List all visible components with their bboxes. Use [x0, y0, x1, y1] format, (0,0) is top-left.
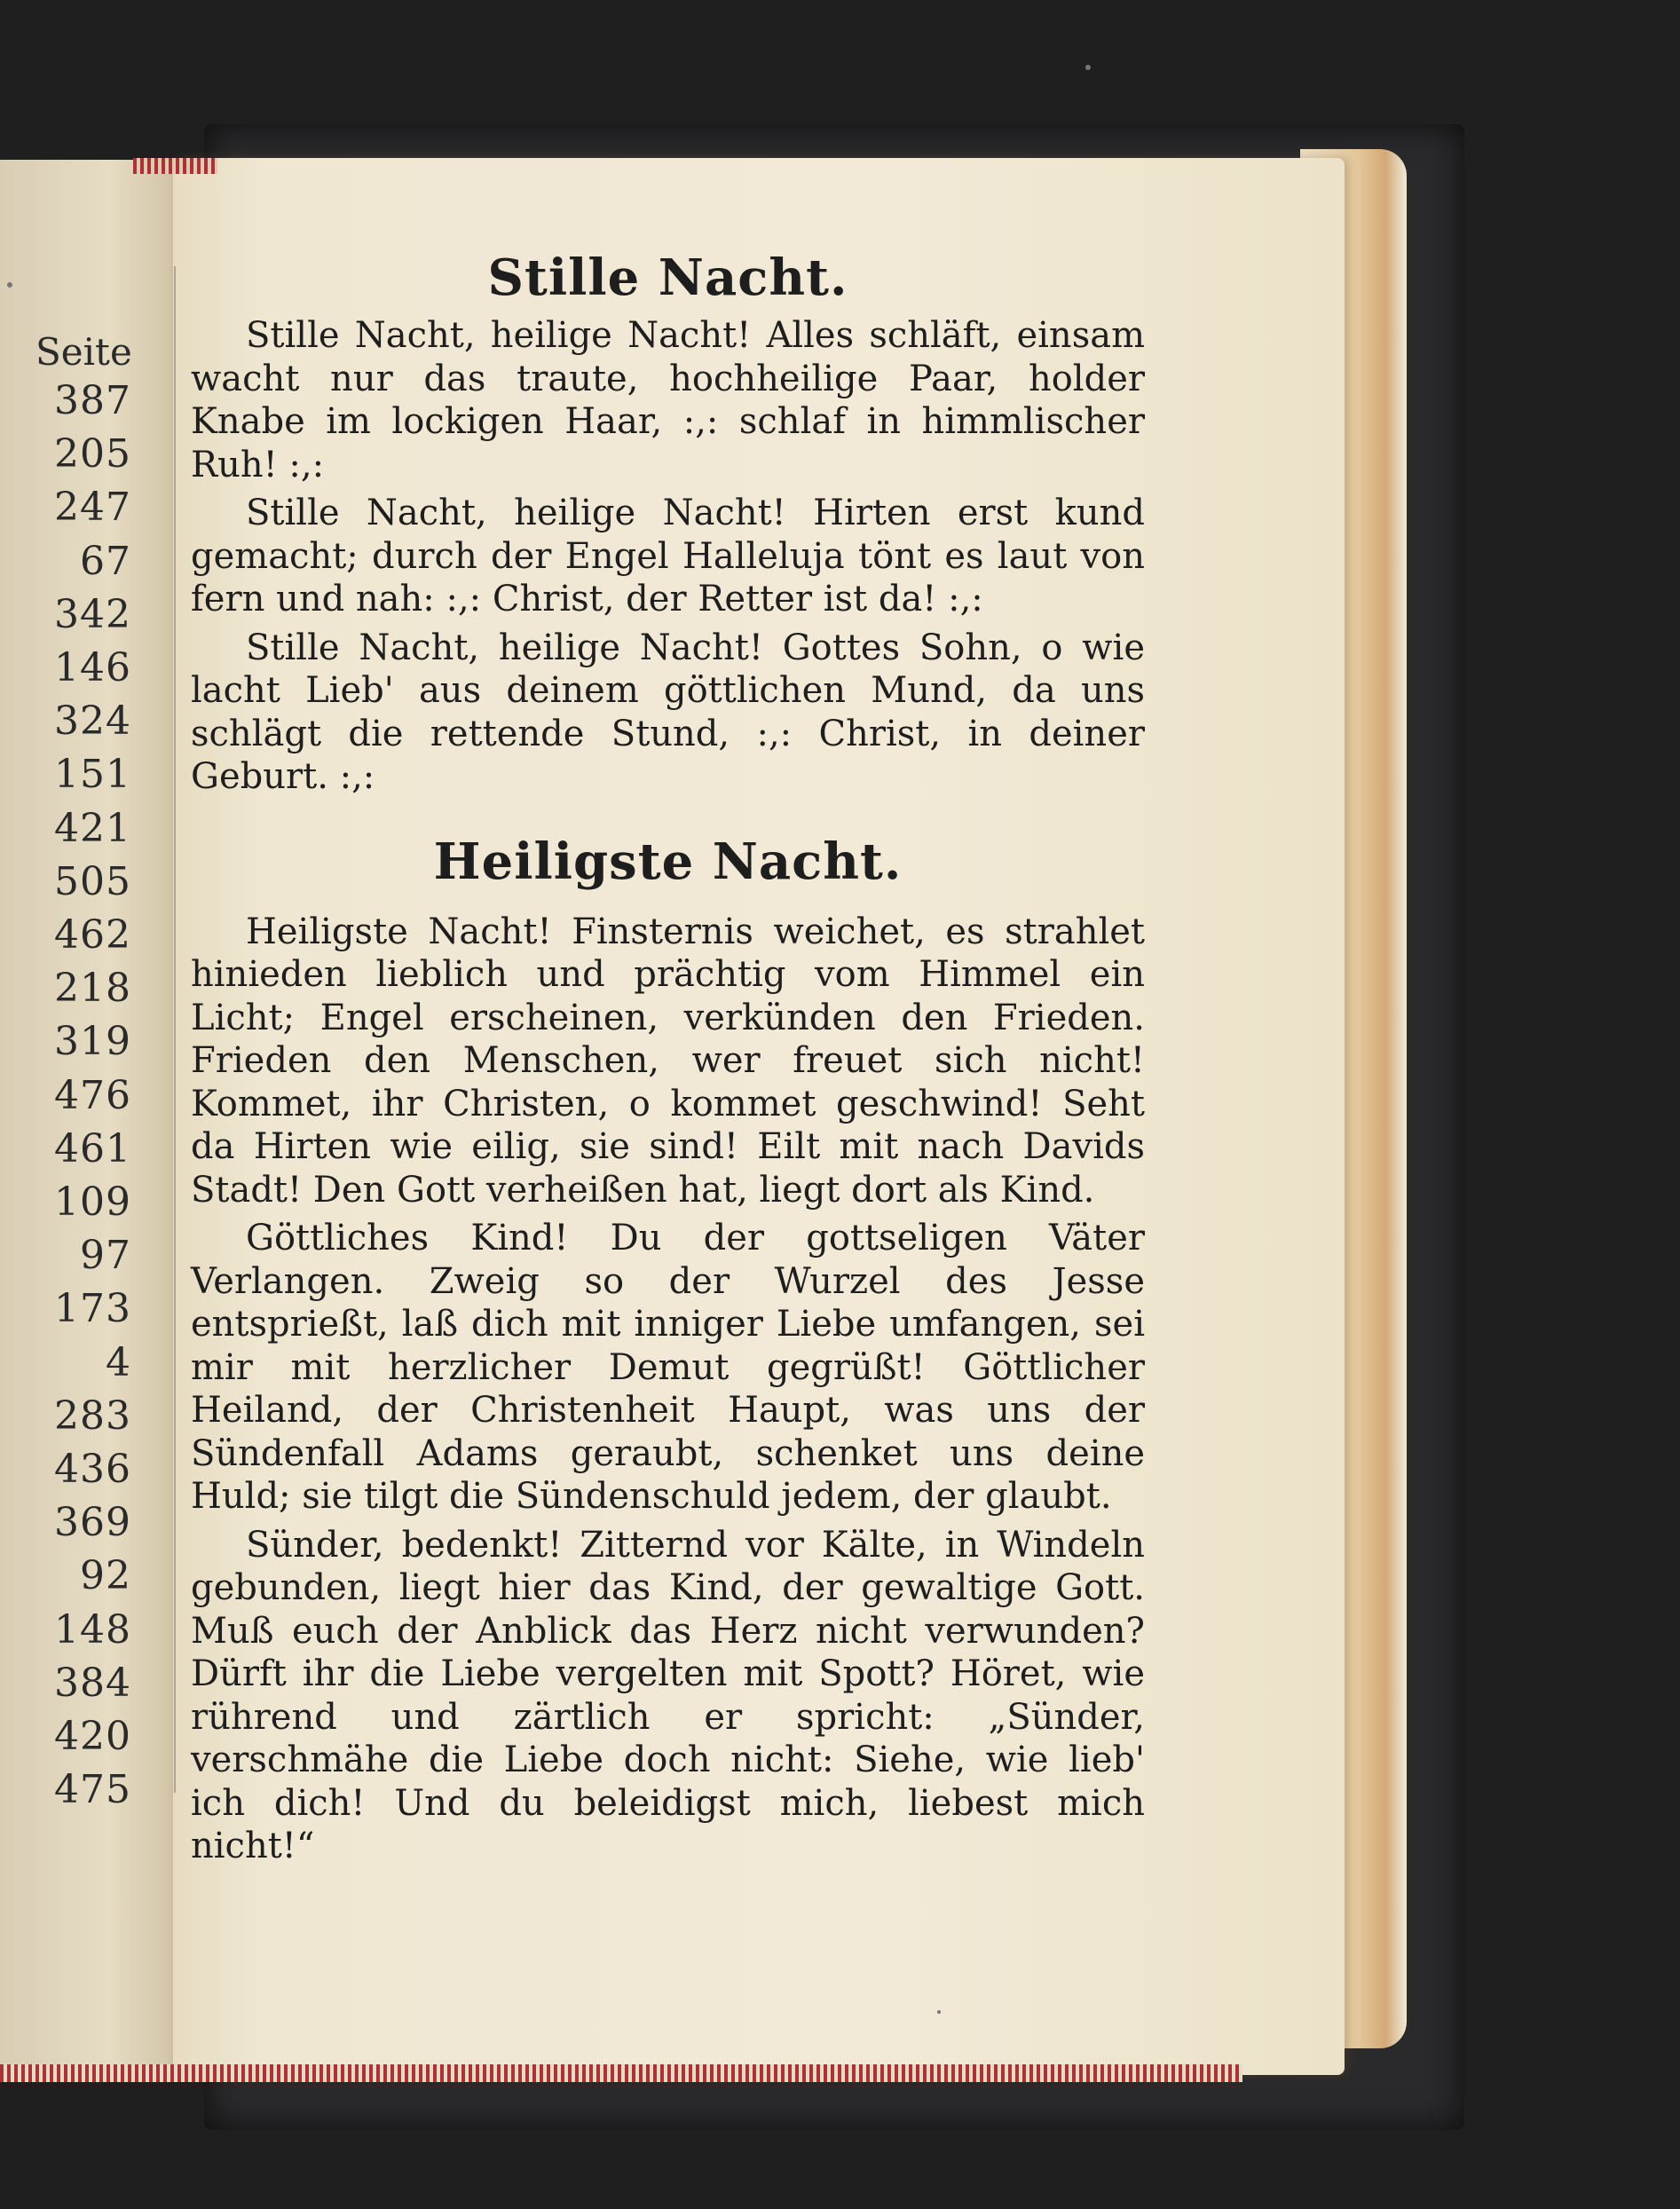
verse: Stille Nacht, heilige Nacht! Gottes Sohn, o wie lacht Lieb' aus deinem göttlichen Mund, da uns schlägt die rettende Stund, :,: Christ, in deiner Geburt. :,: [191, 627, 1145, 797]
index-page-number: 324 [54, 698, 131, 745]
index-page-number: 205 [54, 431, 131, 477]
index-page-number: 505 [54, 858, 131, 904]
speck [937, 2010, 941, 2014]
index-page-number: 97 [80, 1233, 131, 1279]
index-page-number: 387 [54, 378, 131, 423]
index-page-number: 148 [54, 1606, 131, 1653]
index-page-number: 151 [54, 752, 131, 798]
index-header: Seite [35, 330, 132, 374]
gutter [174, 266, 176, 1793]
headband-top [133, 158, 217, 174]
index-page-number: 92 [80, 1553, 131, 1599]
index-page-number: 146 [54, 645, 131, 690]
index-page-number: 109 [54, 1179, 131, 1225]
index-page-number: 436 [54, 1447, 131, 1492]
index-page-number: 420 [54, 1714, 131, 1759]
verse: Sünder, bedenkt! Zitternd vor Kälte, in Windeln gebunden, liegt hier das Kind, der gewaltige Gott. Muß euch der Anblick das Herz nicht verwunden? Dürft ihr die Liebe vergelten mit Spott? Höret, wie rührend und zärtlich er spricht: „Sünder, verschmähe die Liebe doch nicht: Siehe, wie lieb' ich dich! Und du beleidigst mich, liebest mich nicht!“ [191, 1524, 1145, 1866]
index-page-number: 369 [54, 1500, 131, 1546]
speck [7, 282, 12, 288]
index-page-number: 421 [54, 805, 131, 851]
index-page-number: 4 [106, 1339, 131, 1385]
speck [1085, 65, 1091, 70]
verse: Stille Nacht, heilige Nacht! Hirten erst kund gemacht; durch der Engel Halleluja tönt es laut von fern und nah: :,: Christ, der Retter ist da! :,: [191, 493, 1145, 619]
song-title-heiligste-nacht: Heiligste Nacht. [433, 832, 903, 891]
index-page-number: 319 [54, 1019, 131, 1065]
hymn-text [191, 249, 1145, 1868]
index-page-number: 247 [54, 485, 131, 531]
index-page-number: 173 [54, 1286, 131, 1332]
headband-bottom [0, 2064, 1242, 2082]
verse: Heiligste Nacht! Finsternis weichet, es strahlet hinieden lieblich und prächtig vom Himmel ein Licht; Engel erscheinen, verkünden den Frieden. Frieden den Menschen, wer freuet sich nicht! Kommet, ihr Christen, o kommet geschwind! Seht da Hirten wie eilig, sie sind! Eilt mit nach Davids Stadt! Den Gott verheißen hat, liegt dort als Kind. [191, 911, 1145, 1211]
index-page-number: 283 [54, 1392, 131, 1439]
verse: Stille Nacht, heilige Nacht! Alles schläft, einsam wacht nur das traute, hochheilige Paar, holder Knabe im lockigen Haar, :,: schlaf in himmlischer Ruh! :,: [191, 315, 1145, 485]
index-page-number: 475 [54, 1767, 131, 1813]
index-page-number: 476 [54, 1072, 131, 1118]
song-title-stille-nacht: Stille Nacht. [487, 249, 848, 307]
verse: Göttliches Kind! Du der gottseligen Väter Verlangen. Zweig so der Wurzel des Jesse entsprießt, laß dich mit inniger Liebe umfangen, sei mir mit herzlicher Demut gegrüßt! Göttlicher Heiland, der Christenheit Haupt, was uns der Sündenfall Adams geraubt, schenket uns deine Huld; sie tilgt die Sündenschuld jedem, der glaubt. [191, 1218, 1145, 1517]
index-page-number: 462 [54, 912, 131, 958]
index-page-number: 67 [80, 538, 131, 584]
index-page-number: 384 [54, 1660, 131, 1706]
index-page-number: 461 [54, 1125, 131, 1172]
index-page-number: 218 [54, 966, 131, 1012]
index-page-number: 342 [54, 591, 131, 637]
